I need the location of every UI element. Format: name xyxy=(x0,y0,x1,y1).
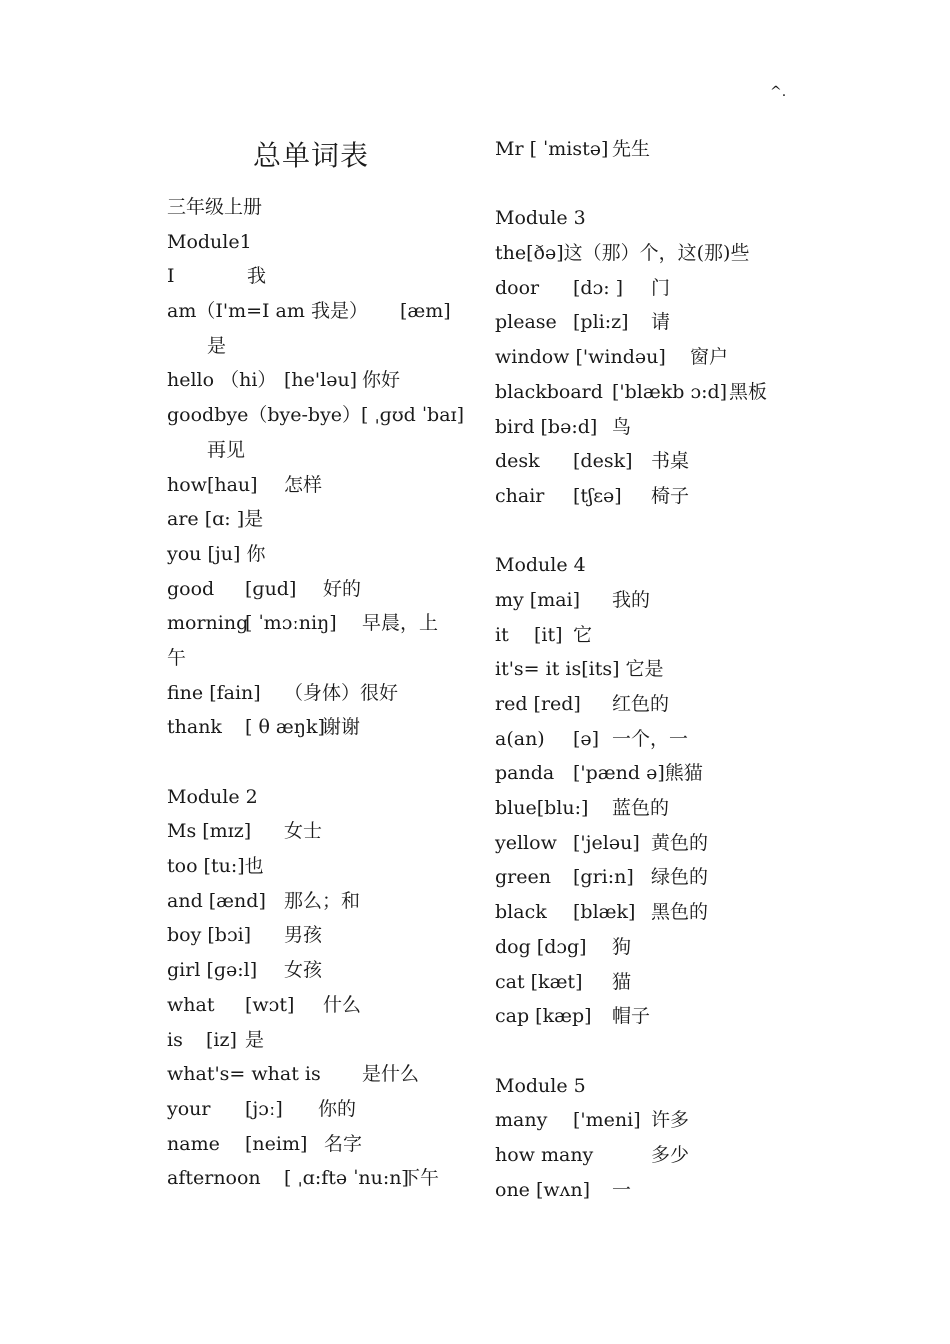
entry-phonetic: ['jeləu] xyxy=(573,831,640,854)
entry-word: thank xyxy=(167,716,222,739)
vocab-entry xyxy=(495,583,795,618)
vocab-entry xyxy=(167,572,467,607)
entry-phonetic: [jɔː] xyxy=(245,1097,283,1120)
entry-phonetic: [it] xyxy=(534,623,563,646)
entry-meaning: 椅子 xyxy=(651,484,690,507)
entry-meaning: 名字 xyxy=(324,1132,363,1155)
entry-word: boy [bɔi] xyxy=(167,924,252,947)
entry-meaning: 下午 xyxy=(401,1167,440,1190)
module-heading: Module 3 xyxy=(495,207,586,230)
vocab-entry xyxy=(495,1173,795,1208)
entry-word: chair xyxy=(495,484,545,507)
entry-word: hello （hi） xyxy=(167,369,277,392)
vocab-entry xyxy=(495,340,795,375)
entry-phonetic: [tʃɛə] xyxy=(573,484,622,507)
vocab-entry xyxy=(167,884,467,919)
module-heading: Module 5 xyxy=(495,1074,586,1097)
entry-meaning: 怎样 xyxy=(284,473,323,496)
entry-word: yellow xyxy=(495,831,557,854)
entry-word: please xyxy=(495,311,557,334)
entry-word: blackboard xyxy=(495,380,603,403)
entry-meaning: 那么；和 xyxy=(284,889,361,912)
entry-meaning: 一个，一 xyxy=(612,727,689,750)
entry-meaning: 女士 xyxy=(284,820,323,843)
entry-word: black xyxy=(495,901,547,924)
entry-word: and [ænd] xyxy=(167,889,266,912)
entry-phonetic: ['blækb ɔ:d] xyxy=(612,380,728,403)
entry-word: cap [kæp] xyxy=(495,1005,592,1028)
vocab-entry xyxy=(167,606,467,641)
vocab-entry xyxy=(167,1023,467,1058)
vocab-entry xyxy=(495,687,795,722)
entry-meaning: 我的 xyxy=(612,588,651,611)
entry-phonetic: [dɔ: ] xyxy=(573,276,624,299)
entry-meaning: 女孩 xyxy=(284,959,323,982)
module-heading: Module 4 xyxy=(495,554,586,577)
vocab-entry-continued xyxy=(167,329,467,364)
entry-phonetic: [gri:n] xyxy=(573,866,634,889)
page-corner-mark: ^. xyxy=(770,84,787,100)
vocab-entry xyxy=(495,756,795,791)
vocab-entry xyxy=(495,1103,795,1138)
entry-word: is xyxy=(167,1028,183,1051)
entry-text: too [tu:]也 xyxy=(167,855,264,878)
entry-word: desk xyxy=(495,450,540,473)
entry-word: morning xyxy=(167,612,249,635)
entry-meaning: 你的 xyxy=(318,1097,357,1120)
vocab-entry xyxy=(167,849,467,884)
entry-word: my [mai] xyxy=(495,588,581,611)
left-column xyxy=(167,190,467,1196)
entry-phonetic: [he'ləu] xyxy=(284,369,358,392)
vocab-entry xyxy=(495,305,795,340)
entry-meaning: 你好 xyxy=(362,369,401,392)
entry-meaning: 黄色的 xyxy=(651,831,709,854)
entry-meaning: 先生 xyxy=(612,138,651,160)
entry-word: Ms [mɪz] xyxy=(167,820,252,843)
entry-word: your xyxy=(167,1097,211,1120)
entry-meaning: 一 xyxy=(612,1178,632,1201)
entry-word: door xyxy=(495,276,540,299)
entry-word: I xyxy=(167,265,175,288)
entry-word: it xyxy=(495,623,509,646)
entry-word: how[hau] xyxy=(167,473,258,496)
vocab-entry xyxy=(495,826,795,861)
entry-word: am（I'm=I am 我是） xyxy=(167,300,368,323)
entry-word: many xyxy=(495,1109,548,1132)
entry-meaning: （身体）很好 xyxy=(284,681,399,704)
entry-phonetic: [ ˌɑ:ftə ˈnu:n] xyxy=(284,1167,409,1190)
entry-text: you [ju] 你 xyxy=(167,542,266,565)
entry-meaning: 黑板 xyxy=(729,380,768,403)
entry-meaning: 黑色的 xyxy=(651,901,709,924)
entry-meaning: 是 xyxy=(207,334,227,357)
entry-meaning: 帽子 xyxy=(612,1005,651,1028)
vocab-entry xyxy=(167,918,467,953)
entry-meaning: 绿色的 xyxy=(651,866,709,889)
entry-phonetic: [wɔt] xyxy=(245,993,295,1016)
vocab-entry xyxy=(495,860,795,895)
entry-word: red [red] xyxy=(495,693,581,715)
entry-meaning: 门 xyxy=(651,276,671,299)
entry-word: girl [ɡə:l] xyxy=(167,959,258,982)
entry-word: afternoon xyxy=(167,1167,261,1190)
entry-meaning: 许多 xyxy=(651,1109,690,1132)
entry-meaning: 我 xyxy=(247,265,267,288)
entry-word: fine [fain] xyxy=(167,681,261,704)
entry-word: good xyxy=(167,577,215,600)
entry-meaning: 再见 xyxy=(207,438,246,461)
entry-word: dog [dɔg] xyxy=(495,935,587,958)
entry-phonetic: [ ˌɡʊd ˈbaɪ] xyxy=(361,404,465,427)
vocab-entry xyxy=(495,618,795,653)
entry-word: name xyxy=(167,1132,220,1155)
entry-meaning: 书桌 xyxy=(651,450,690,473)
vocab-entry xyxy=(167,814,467,849)
entry-word: what's= what is xyxy=(167,1063,321,1086)
vocab-entry xyxy=(167,468,467,503)
entry-phonetic: [æm] xyxy=(400,300,451,323)
entry-meaning: 早晨，上 xyxy=(362,612,439,635)
vocab-entry xyxy=(495,410,795,445)
entry-meaning: 是什么 xyxy=(362,1063,420,1086)
entry-meaning: 请 xyxy=(651,311,671,334)
entry-meaning: 男孩 xyxy=(284,924,323,947)
vocab-entry xyxy=(167,953,467,988)
vocab-entry xyxy=(495,1138,795,1173)
entry-text: it's= it is[its] 它是 xyxy=(495,658,664,681)
entry-word: a(an) xyxy=(495,727,545,750)
entry-word: bird [bə:d] xyxy=(495,415,598,438)
vocab-entry xyxy=(495,652,795,687)
entry-phonetic: [neim] xyxy=(245,1132,308,1155)
entry-phonetic: [iz] xyxy=(206,1028,237,1051)
entry-word: window ['windəu] xyxy=(495,346,666,369)
entry-meaning: 窗户 xyxy=(690,346,729,369)
entry-phonetic: [desk] xyxy=(573,450,633,473)
entry-text: the[ðə]这（那）个，这(那)些 xyxy=(495,242,750,265)
vocab-entry xyxy=(167,1092,467,1127)
vocab-entry xyxy=(495,444,795,479)
entry-phonetic: [ə] xyxy=(573,727,600,750)
spacer xyxy=(495,167,795,202)
entry-word: blue[blu:] xyxy=(495,797,589,820)
vocab-entry xyxy=(167,988,467,1023)
entry-meaning: 谢谢 xyxy=(322,716,361,739)
entry-meaning: 好的 xyxy=(323,577,362,600)
entry-phonetic: ['pænd ə]熊猫 xyxy=(573,762,703,785)
entry-word: green xyxy=(495,866,551,889)
vocab-entry xyxy=(167,676,467,711)
entry-meaning: 什么 xyxy=(323,993,362,1016)
spacer xyxy=(495,514,795,549)
vocab-entry xyxy=(495,930,795,965)
entry-text: are [ɑ: ]是 xyxy=(167,508,264,531)
page-title: 总单词表 xyxy=(253,139,370,172)
vocab-entry-continued xyxy=(167,641,467,676)
entry-meaning: 是 xyxy=(245,1028,265,1051)
vocab-entry xyxy=(495,791,795,826)
entry-phonetic: [pli:z] xyxy=(573,311,629,334)
entry-word: Mr [ ˈmistə] xyxy=(495,138,609,160)
vocab-entry xyxy=(495,271,795,306)
entry-meaning: 多少 xyxy=(651,1143,690,1166)
entry-meaning: 它 xyxy=(573,623,593,646)
vocab-entry xyxy=(167,502,467,537)
entry-word: how many xyxy=(495,1143,594,1166)
vocab-entry xyxy=(495,722,795,757)
vocab-entry xyxy=(167,1127,467,1162)
vocab-entry xyxy=(167,710,467,745)
vocab-entry-continued xyxy=(167,433,467,468)
vocab-entry xyxy=(495,895,795,930)
entry-meaning: 狗 xyxy=(612,935,632,958)
entry-phonetic: [ ˈmɔːniŋ] xyxy=(245,612,337,635)
entry-phonetic: [ θ æŋk] xyxy=(245,716,325,739)
right-column xyxy=(495,132,795,1207)
vocab-entry xyxy=(167,259,467,294)
vocab-entry xyxy=(495,132,795,167)
entry-meaning: 蓝色的 xyxy=(612,797,670,820)
entry-word: one [wʌn] xyxy=(495,1178,591,1201)
grade-heading: 三年级上册 xyxy=(167,196,263,218)
vocab-entry xyxy=(167,1161,467,1196)
module-heading: Module1 xyxy=(167,230,252,253)
entry-meaning: 猫 xyxy=(612,970,632,993)
spacer xyxy=(495,1034,795,1069)
entry-meaning: 鸟 xyxy=(612,415,632,438)
entry-word: goodbye（bye-bye） xyxy=(167,404,362,427)
vocab-entry xyxy=(495,965,795,1000)
vocab-entry xyxy=(167,398,467,433)
vocab-entry xyxy=(167,537,467,572)
spacer xyxy=(167,745,467,780)
entry-phonetic: [ɡud] xyxy=(245,577,297,600)
entry-word: what xyxy=(167,993,215,1016)
module-heading: Module 2 xyxy=(167,785,258,808)
vocab-entry xyxy=(495,479,795,514)
vocab-entry xyxy=(495,375,795,410)
vocab-entry xyxy=(495,999,795,1034)
vocab-entry xyxy=(495,236,795,271)
entry-word: cat [kæt] xyxy=(495,970,583,993)
entry-phonetic: [blæk] xyxy=(573,901,636,924)
entry-meaning: 红色的 xyxy=(612,693,670,715)
entry-phonetic: ['meni] xyxy=(573,1109,641,1132)
entry-word: panda xyxy=(495,762,555,785)
entry-meaning: 午 xyxy=(167,646,187,669)
vocab-entry xyxy=(167,294,467,329)
vocab-entry xyxy=(167,1057,467,1092)
vocab-entry xyxy=(167,363,467,398)
